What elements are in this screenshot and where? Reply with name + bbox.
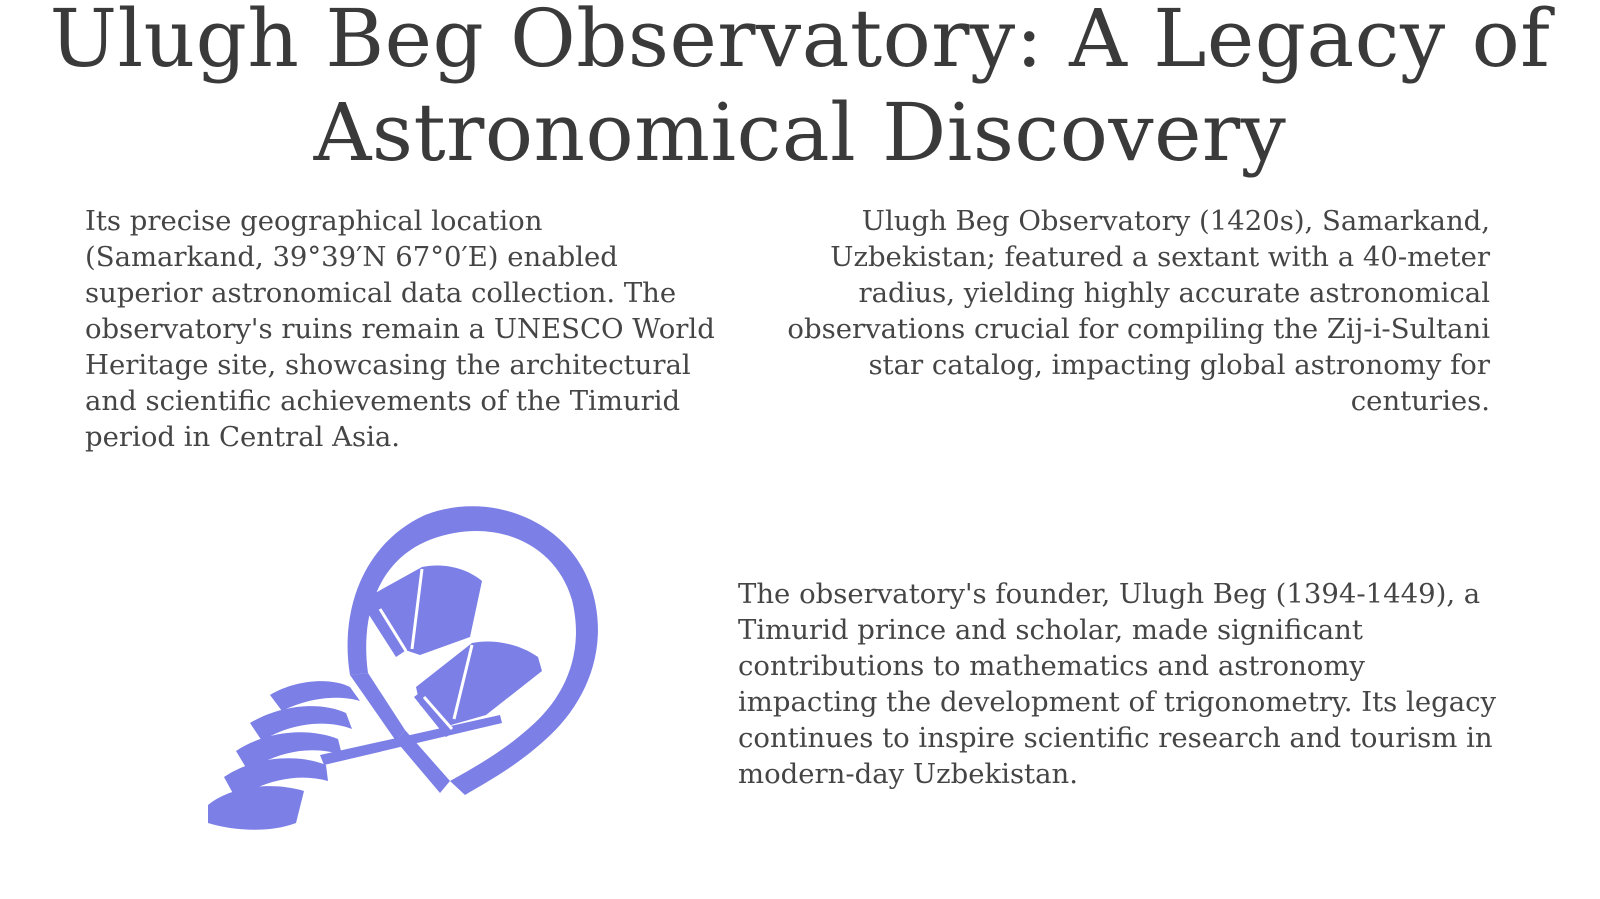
lightbulb-with-books-icon xyxy=(200,505,620,855)
book-upper xyxy=(368,566,482,655)
slide-title: Ulugh Beg Observatory: A Legacy of Astronomical Discovery xyxy=(49,0,1551,179)
founder-paragraph: The observatory's founder, Ulugh Beg (1394-1449), a Timurid prince and scholar, made significant contributions to mathematics and astronomy impacting the development of trigonometry. Its legacy continues to inspire scientific research and tourism in modern-day Uzbekistan. xyxy=(738,578,1497,790)
base-tip xyxy=(208,786,304,830)
overview-paragraph: Ulugh Beg Observatory (1420s), Samarkand, Uzbekistan; featured a sextant with a 40-meter radius, yielding highly accurate astronomical observations crucial for compiling the Zij-i-Sultani star catalog, impacting global astronomy for centuries. xyxy=(787,205,1490,417)
location-paragraph: Its precise geographical location (Samarkand, 39°39′N 67°0′E) enabled superior astronomical data collection. The observatory's ruins remain a UNESCO World Heritage site, showcasing the architectural and scientific achievements of the Timurid period in Central Asia. xyxy=(85,205,715,453)
bulb-stem-upper xyxy=(350,673,405,741)
